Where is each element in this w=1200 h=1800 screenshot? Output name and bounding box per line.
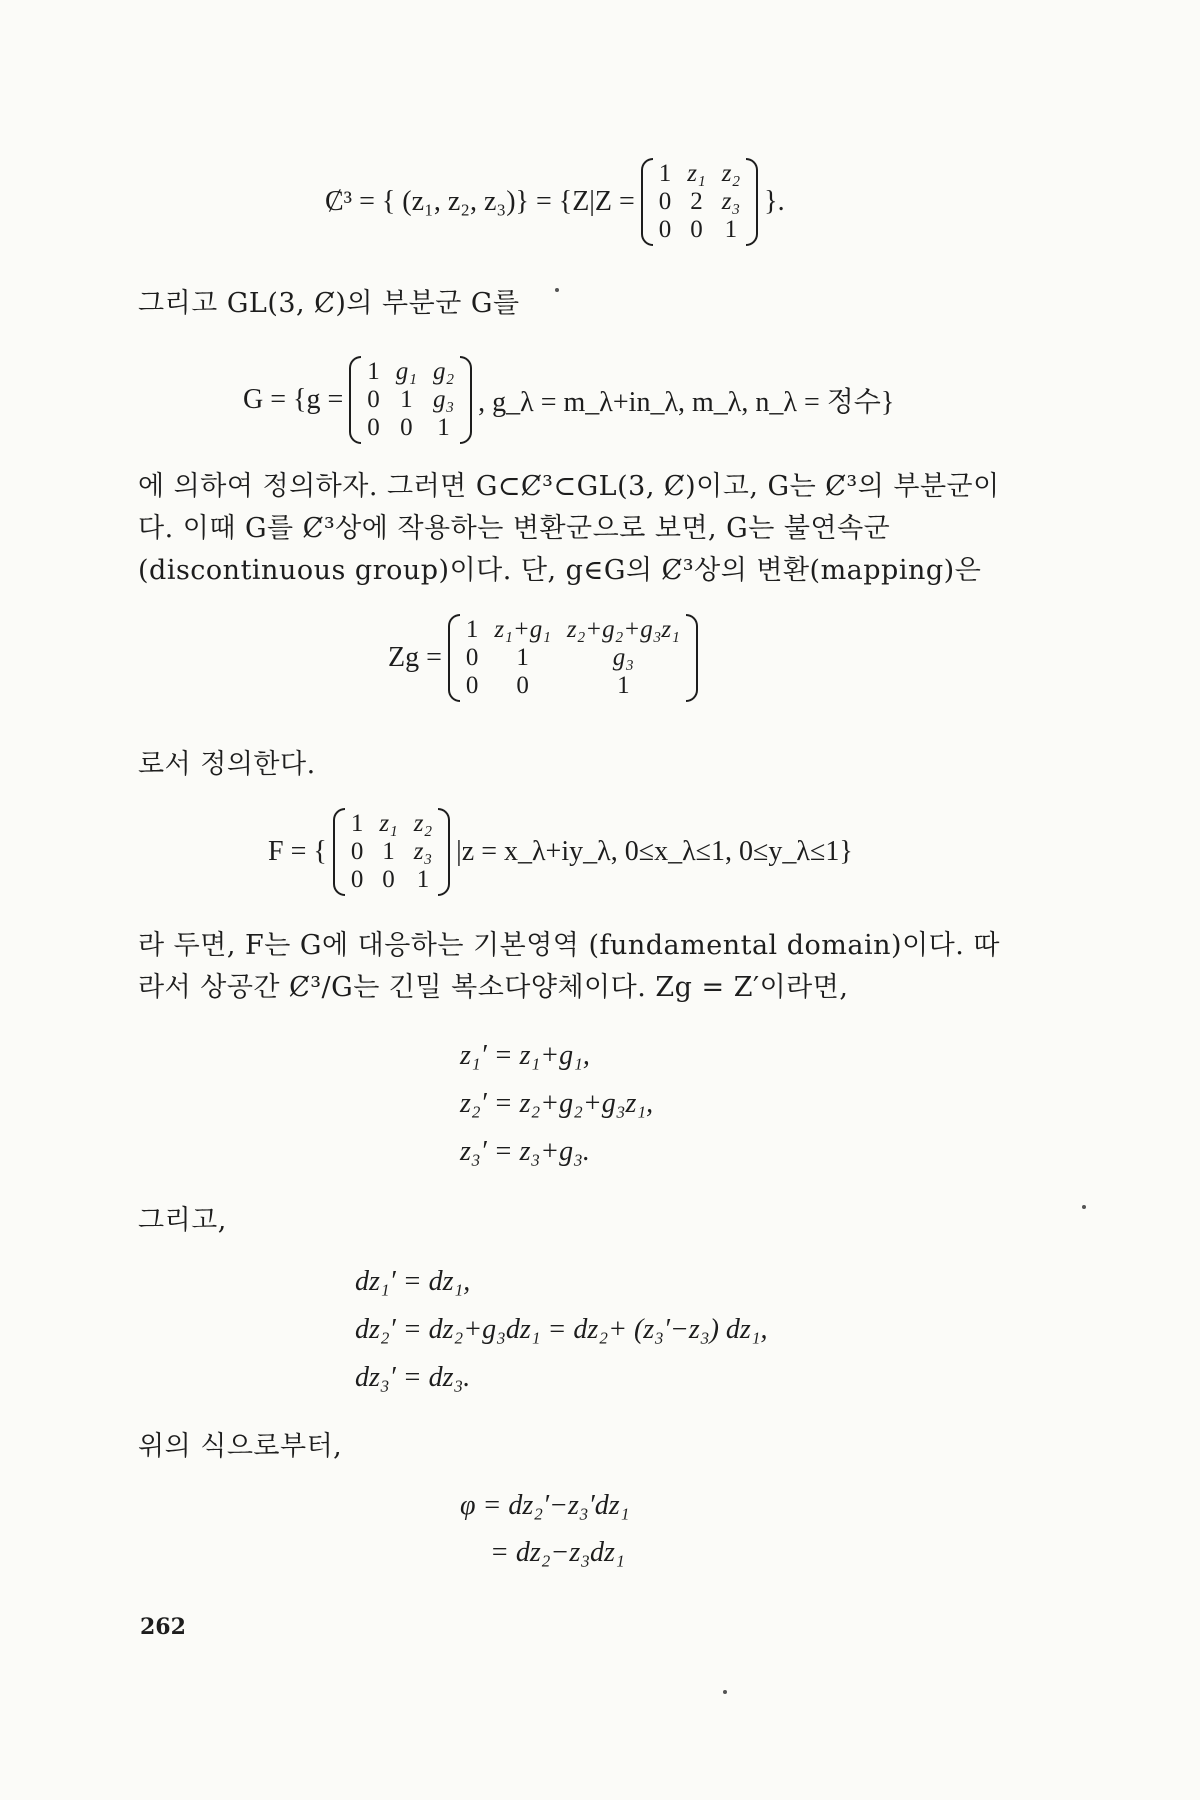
equation-differential-2: dz₂′ = dz₂+g₃dz₁ = dz₂+ (z₃′−z₃) dz₁, <box>355 1314 768 1345</box>
matrix-entry: z₂ <box>413 810 433 837</box>
matrix-entry: 0 <box>400 414 413 441</box>
equation-tail: |z = x_λ+iy_λ, 0≤x_λ≤1, 0≤y_λ≤1} <box>456 836 853 867</box>
matrix-entry: 1 <box>617 672 630 699</box>
equation-tail: }. <box>764 186 785 217</box>
equation-lhs: Ȼ³ = { (z₁, z₂, z₃)} = {Z|Z = <box>325 186 635 217</box>
matrix-Z <box>641 158 758 246</box>
matrix-entry: g₃ <box>432 386 455 413</box>
matrix-entry: 0 <box>367 414 380 441</box>
matrix-entry: 1 <box>724 216 738 243</box>
matrix-entry: 0 <box>658 188 672 215</box>
matrix-entry: 0 <box>465 644 479 671</box>
matrix-entry: z₂ <box>721 160 741 187</box>
matrix-grid <box>361 356 460 444</box>
matrix-entry: 2 <box>690 188 703 215</box>
equation-phi-2: = dz₂−z₃dz₁ <box>490 1537 625 1568</box>
matrix-entry: 1 <box>416 866 430 893</box>
paragraph-and: 그리고, <box>138 1205 227 1236</box>
scan-speck <box>723 1690 727 1694</box>
equation-differential-1: dz₁′ = dz₁, <box>355 1266 471 1297</box>
matrix-entry: 0 <box>350 838 364 865</box>
matrix-entry: 0 <box>465 672 479 699</box>
matrix-Zg <box>448 614 698 702</box>
matrix-entry: 1 <box>516 644 529 671</box>
matrix-entry: 0 <box>350 866 364 893</box>
scan-speck <box>555 288 559 292</box>
equation-Zg-mapping <box>388 614 704 702</box>
equation-lhs: G = {g = <box>243 384 344 415</box>
equation-lhs: F = { <box>268 836 327 867</box>
matrix-entry: 0 <box>658 216 672 243</box>
matrix-entry: 1 <box>367 358 380 385</box>
matrix-entry: z₂+g₂+g₃z₁ <box>566 616 680 643</box>
equation-differential-3: dz₃′ = dz₃. <box>355 1362 471 1393</box>
matrix-entry: 1 <box>382 838 395 865</box>
matrix-entry: 1 <box>465 616 479 643</box>
matrix-entry: z₃ <box>413 838 433 865</box>
equation-c3-definition <box>325 158 785 246</box>
matrix-grid <box>460 614 686 702</box>
equation-phi-1: φ = dz₂′−z₃′dz₁ <box>460 1490 630 1521</box>
equation-transform-1: z₁′ = z₁+g₁, <box>460 1040 590 1071</box>
matrix-F <box>333 808 450 896</box>
matrix-entry: 1 <box>658 160 672 187</box>
matrix-entry: 0 <box>382 866 395 893</box>
matrix-entry: 1 <box>400 386 413 413</box>
equation-transform-2: z₂′ = z₂+g₂+g₃z₁, <box>460 1088 654 1119</box>
matrix-grid <box>653 158 746 246</box>
paragraph-intro-G: 그리고 GL(3, Ȼ)의 부분군 G를 <box>138 288 520 319</box>
matrix-entry: g₃ <box>612 644 634 671</box>
scan-speck <box>1082 1205 1086 1209</box>
matrix-g <box>349 356 472 444</box>
matrix-entry: z₁ <box>379 810 398 837</box>
matrix-entry: z₃ <box>721 188 741 215</box>
page-number: 262 <box>140 1614 186 1640</box>
matrix-entry: 1 <box>350 810 364 837</box>
matrix-entry: 0 <box>516 672 529 699</box>
matrix-entry: z₁ <box>687 160 706 187</box>
equation-lhs: Zg = <box>388 642 442 673</box>
paragraph-discontinuous-group: 에 의하여 정의하자. 그러면 G⊂Ȼ³⊂GL(3, Ȼ)이고, G는 Ȼ³의 부분군이다. 이때 G를 Ȼ³상에 작용하는 변환군으로 보면, G는 불연속군 (discontinuous group)이다. 단, g∈G의 Ȼ³상의 변환(mapping)은 <box>138 471 1000 586</box>
equation-G-definition <box>243 356 894 444</box>
matrix-entry: 0 <box>367 386 380 413</box>
matrix-entry: g₂ <box>432 358 455 385</box>
matrix-entry: z₁+g₁ <box>494 616 551 643</box>
equation-transform-3: z₃′ = z₃+g₃. <box>460 1136 590 1167</box>
matrix-grid <box>345 808 438 896</box>
matrix-entry: g₁ <box>395 358 417 385</box>
paragraph-from-above: 위의 식으로부터, <box>138 1431 343 1462</box>
equation-tail: , g_λ = m_λ+in_λ, m_λ, n_λ = 정수} <box>478 387 895 418</box>
paragraph-fundamental-domain: 라 두면, F는 G에 대응하는 기본영역 (fundamental domain)이다. 따라서 상공간 Ȼ³/G는 긴밀 복소다양체이다. Zg = Z′이라면, <box>138 930 1000 1003</box>
equation-F-domain <box>268 808 853 896</box>
matrix-entry: 1 <box>437 414 450 441</box>
matrix-entry: 0 <box>690 216 703 243</box>
paragraph-defined: 로서 정의한다. <box>138 749 316 780</box>
